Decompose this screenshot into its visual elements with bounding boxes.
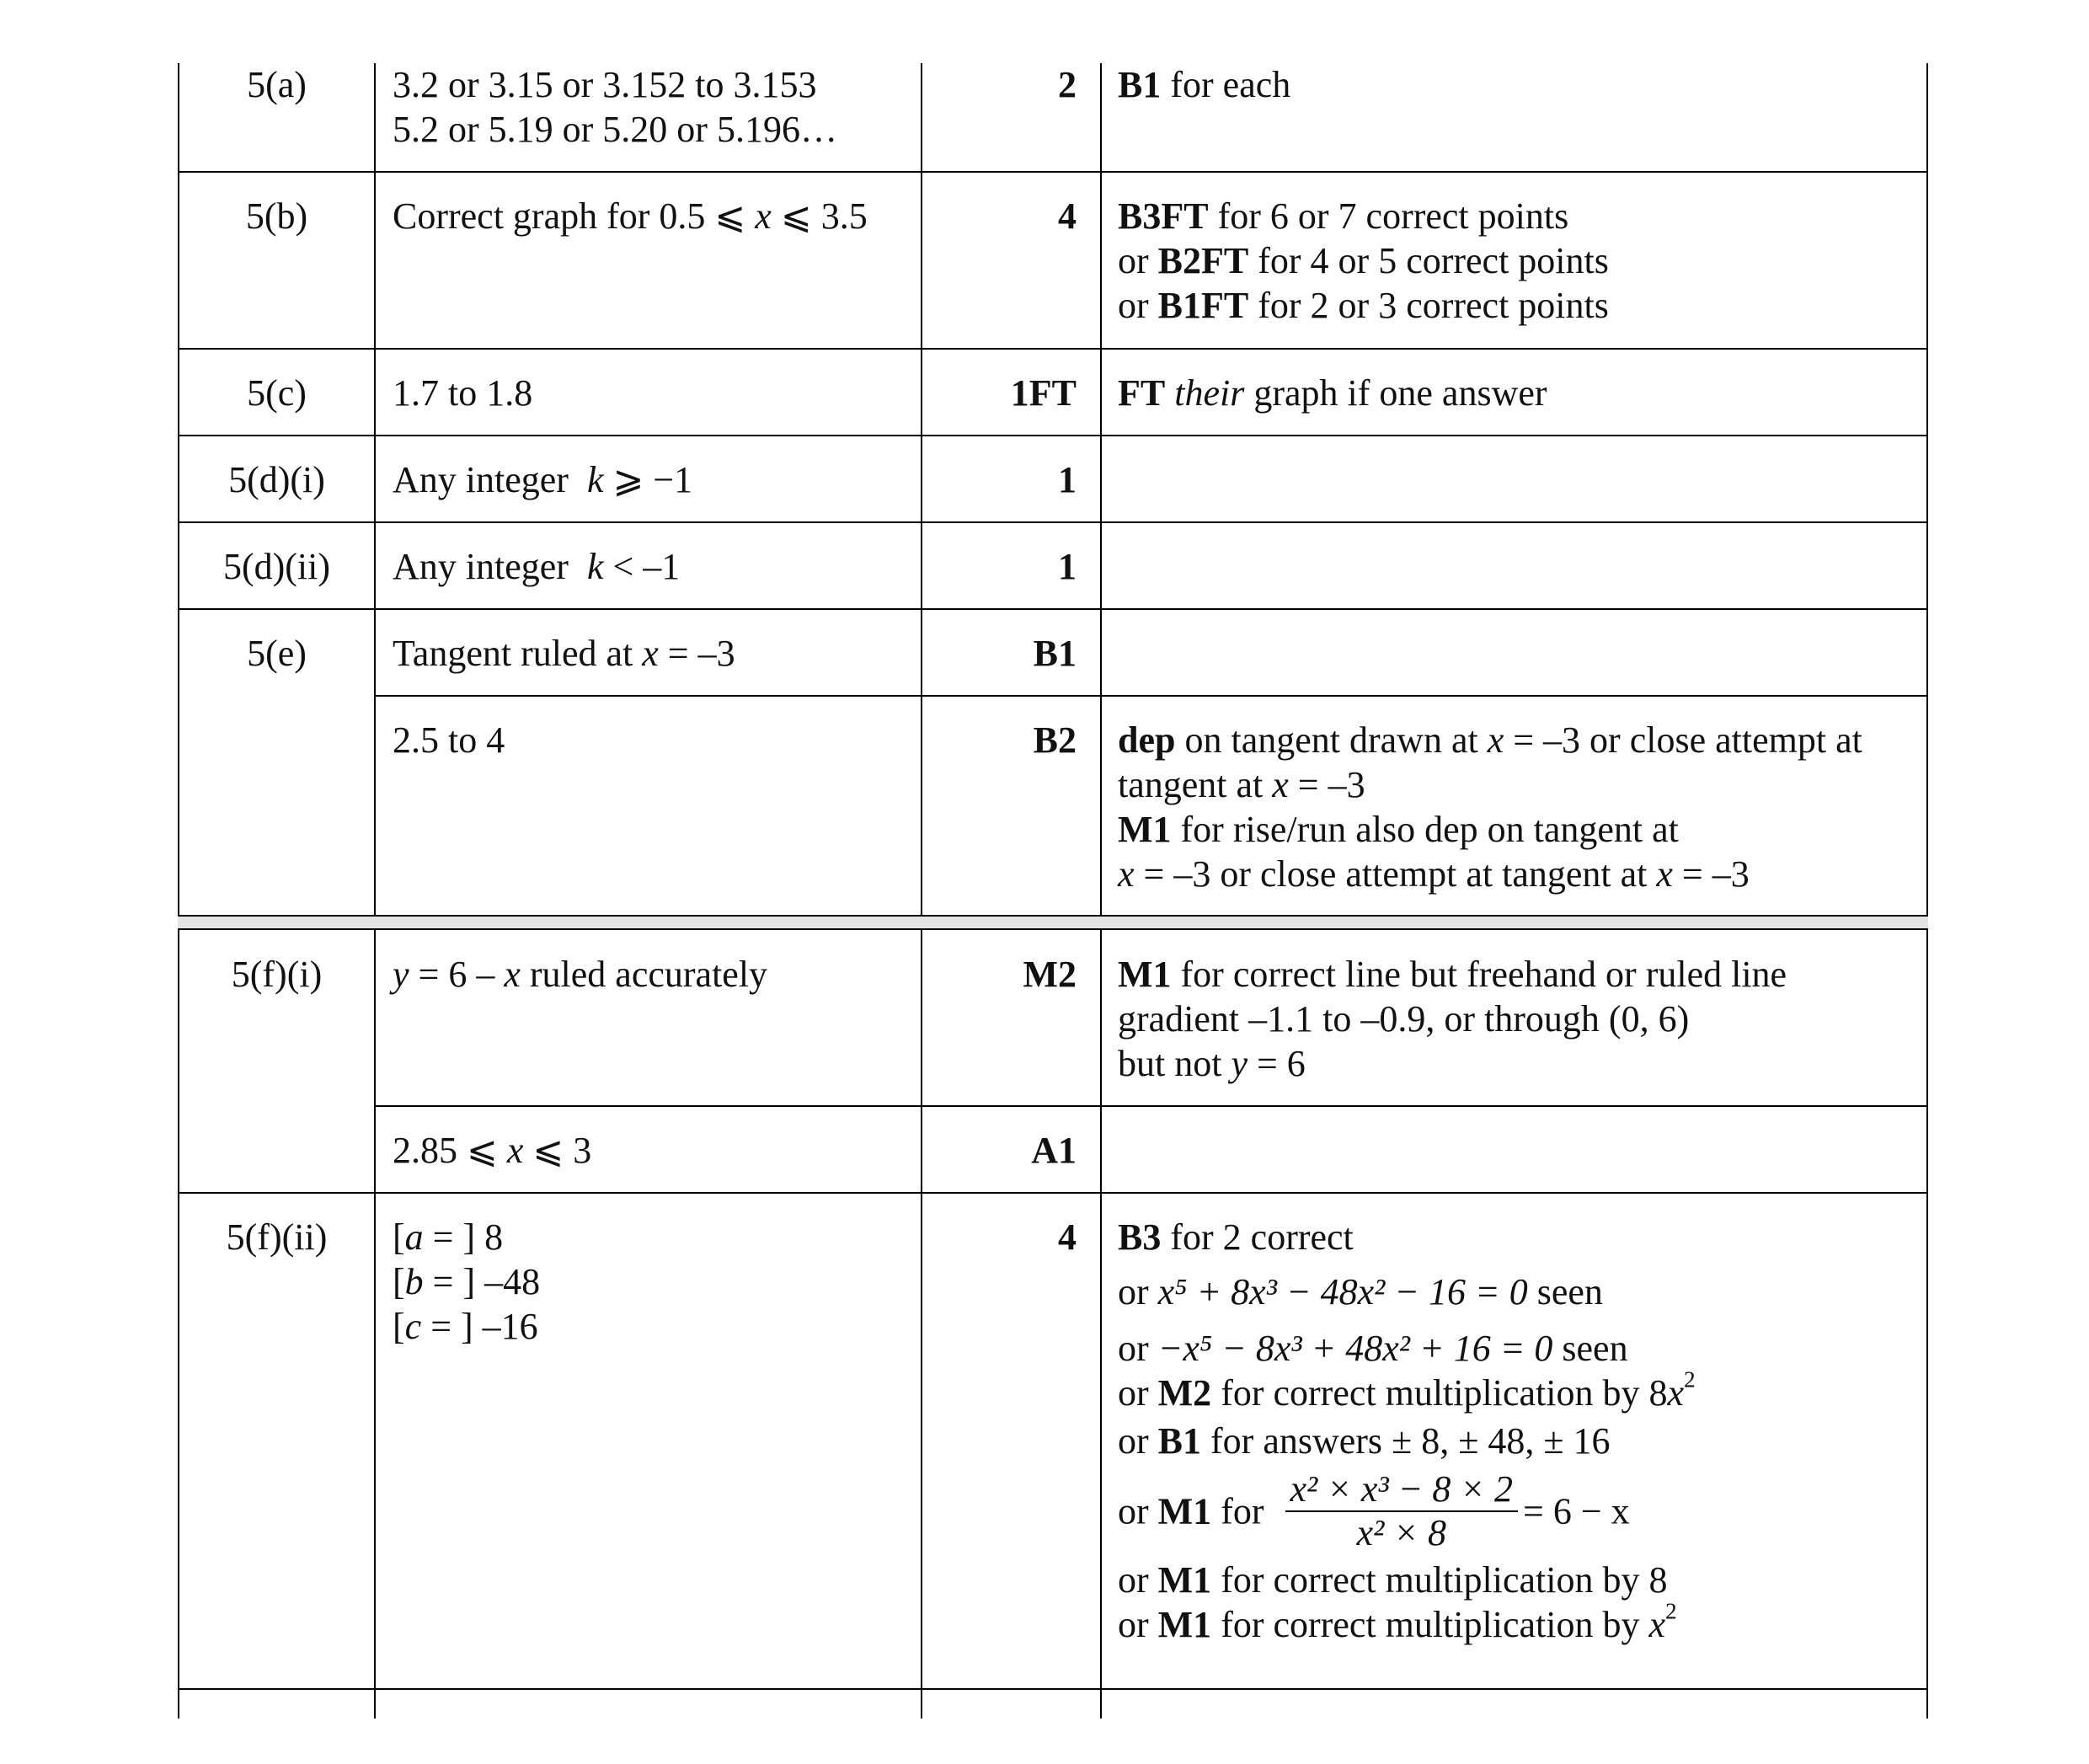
- mark-code: FT: [1118, 372, 1166, 414]
- mark-code: M1: [1157, 1490, 1212, 1532]
- equation: = 6 − x: [1523, 1490, 1630, 1532]
- question-number: 5(f)(i): [231, 954, 323, 995]
- guidance-cell: M1 for correct line but freehand or ruled line gradient –1.1 to –0.9, or through (0, 6) but not y = 6: [1118, 954, 1787, 1084]
- guidance-text: for 4 or 5 correct points: [1248, 240, 1609, 281]
- answer-cell: Tangent ruled at x = –3: [393, 633, 735, 674]
- marks-cell: A1: [1031, 1130, 1077, 1171]
- question-number: 5(d)(ii): [222, 546, 331, 587]
- mark-code: M2: [1157, 1372, 1212, 1414]
- row-divider: [178, 171, 1928, 173]
- inequality-sign: ⩽: [714, 195, 746, 237]
- fraction: [1285, 1468, 1519, 1554]
- table-border-left: [178, 63, 179, 1719]
- variable: x: [642, 633, 659, 674]
- marks-cell: B2: [1033, 719, 1077, 761]
- variable: b: [404, 1261, 424, 1302]
- marks-cell: 4: [1058, 1216, 1077, 1258]
- mark-code: B3FT: [1118, 195, 1209, 237]
- guidance-text: for 2 or 3 correct points: [1248, 285, 1609, 326]
- answer-cell: [393, 62, 915, 152]
- variable: x: [506, 1130, 524, 1171]
- question-number: 5(e): [247, 633, 307, 674]
- mark-code: B2FT: [1157, 240, 1249, 281]
- variable: x: [755, 195, 772, 237]
- mark-code: B1FT: [1157, 285, 1249, 326]
- guidance-cell: dep on tangent drawn at x = –3 or close attempt at tangent at x = –3 M1 for rise/run also dep on tangent at x = –3 or close attempt at tangent at x = –3: [1118, 719, 1862, 895]
- mark-code: B1: [1118, 64, 1162, 105]
- mark-code: M1: [1118, 954, 1172, 995]
- answer-cell: 1.7 to 1.8: [393, 372, 533, 414]
- answer-cell: Any integer k < –1: [393, 546, 681, 587]
- row-divider-partial: [374, 695, 1928, 697]
- equation: −x⁵ − 8x³ + 48x² + 16 = 0: [1157, 1328, 1553, 1369]
- page-break-band: [178, 917, 1928, 928]
- question-number: 5(b): [245, 195, 308, 237]
- answer-text: Correct graph for 0.5: [393, 195, 715, 237]
- variable: y: [393, 954, 409, 995]
- guidance-cell: B3FT for 6 or 7 correct points or B2FT for 4 or 5 correct points or B1FT for 2 or 3 correct points: [1118, 195, 1609, 326]
- question-number: 5(d)(i): [228, 459, 325, 500]
- marks-cell: 2: [1058, 64, 1077, 105]
- question-number: 5(c): [247, 372, 307, 414]
- row-divider: [178, 928, 1928, 930]
- marks-cell: 1: [1058, 546, 1077, 587]
- mark-code: dep: [1118, 719, 1176, 761]
- table-border-right: [1926, 63, 1928, 1719]
- marks-cell: 1FT: [1010, 372, 1077, 414]
- inequality-sign: ⩽: [780, 195, 812, 237]
- guidance-italic: their: [1174, 372, 1245, 414]
- answer-cell: [a = ] 8 [b = ] –48 [c = ] –16: [393, 1216, 541, 1347]
- guidance-cell: [1118, 62, 1918, 107]
- answer-line: 3.2 or 3.15 or 3.152 to 3.153: [393, 64, 817, 105]
- guidance-cell: [1118, 371, 1918, 415]
- guidance-text: for 6 or 7 correct points: [1208, 195, 1569, 237]
- column-divider-guidance: [1100, 63, 1102, 1719]
- row-divider: [178, 1688, 1928, 1690]
- marks-cell: M2: [1023, 954, 1077, 995]
- fraction-numerator: x² × x³ − 8 × 2: [1290, 1468, 1514, 1510]
- variable: k: [586, 546, 604, 587]
- guidance-cell: B3 for 2 correct or x⁵ + 8x³ − 48x² − 16 = 0 seen or −x⁵ − 8x³ + 48x² + 16 = 0 seen or M2 for correct multiplication by $8x^2$ or B1 for answers ± 8, ± 48, ± 16 or M1 for $\frac{\text{x² × x³ − 8 × 2}}{\text{x² × 8}}$ = 6 − x or M1 for correct multiplication by 8 or M1 for correct multiplication by $x^2$: [1118, 1216, 1696, 1645]
- fraction-denominator: x² × 8: [1356, 1512, 1446, 1553]
- row-divider: [178, 435, 1928, 436]
- guidance-text: graph if one answer: [1244, 372, 1547, 414]
- row-divider: [178, 915, 1928, 917]
- column-divider-answer: [374, 63, 376, 1719]
- answer-cell: Any integer k ⩾ −1: [393, 459, 693, 500]
- answer-cell: 2.5 to 4: [393, 719, 505, 761]
- answer-text: 3.5: [811, 195, 868, 237]
- mark-code: B3: [1118, 1216, 1162, 1258]
- variable: x: [504, 954, 521, 995]
- variable: c: [404, 1306, 422, 1347]
- variable: k: [586, 459, 604, 500]
- answer-cell: [393, 194, 915, 238]
- question-number: 5(a): [247, 64, 307, 105]
- row-divider: [178, 1192, 1928, 1194]
- equation: x⁵ + 8x³ − 48x² − 16 = 0: [1157, 1271, 1528, 1312]
- mark-code: M1: [1157, 1559, 1212, 1601]
- guidance-text: for each: [1161, 64, 1291, 105]
- mark-code: M1: [1118, 809, 1172, 850]
- variable: a: [404, 1216, 424, 1258]
- answer-cell: y = 6 – x ruled accurately: [393, 954, 768, 995]
- answer-line: 5.2 or 5.19 or 5.20 or 5.196…: [393, 109, 837, 150]
- row-divider: [178, 348, 1928, 350]
- answer-cell: 2.85 ⩽ x ⩽ 3: [393, 1130, 592, 1171]
- row-divider: [178, 608, 1928, 610]
- mark-code: M1: [1157, 1604, 1212, 1645]
- marks-cell: 1: [1058, 459, 1077, 500]
- mark-code: B1: [1157, 1420, 1202, 1462]
- row-divider: [178, 521, 1928, 523]
- question-number: 5(f)(ii): [226, 1216, 328, 1258]
- marks-cell: B1: [1033, 633, 1077, 674]
- column-divider-marks: [921, 63, 922, 1719]
- row-divider-partial: [374, 1105, 1928, 1107]
- marks-cell: 4: [1058, 195, 1077, 237]
